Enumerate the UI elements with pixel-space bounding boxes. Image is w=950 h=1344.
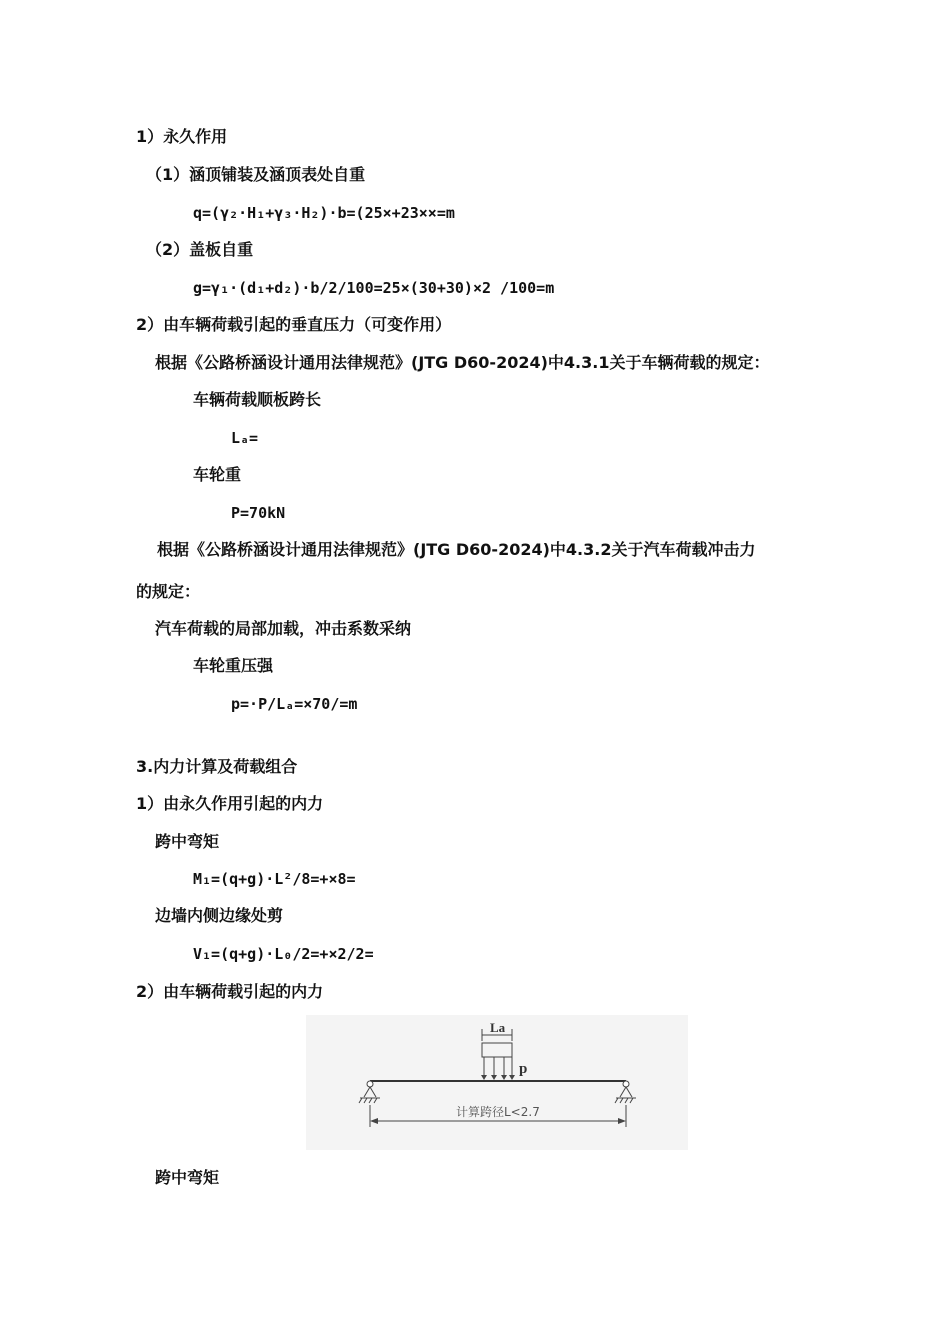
- subsection-cover-plate-weight: （2）盖板自重: [146, 240, 254, 259]
- label-mid-span-moment-2: 跨中弯矩: [155, 1168, 220, 1187]
- span-arrow-left: [370, 1118, 378, 1124]
- span-arrow-right: [618, 1118, 626, 1124]
- left-support-hatch: [359, 1098, 377, 1103]
- left-support-leg-a: [364, 1087, 370, 1097]
- label-span: 计算跨径L<2.7: [456, 1105, 540, 1119]
- formula-q: q=(γ₂·H₁+γ₃·H₂)·b=(25×+23××=m: [193, 204, 455, 222]
- label-wheel-weight: 车轮重: [193, 465, 242, 484]
- formula-g: g=γ₁·(d₁+d₂)·b/2/100=25×(30+30)×2 /100=m: [193, 279, 555, 297]
- right-support-hatch: [615, 1098, 633, 1103]
- subsection-vehicle-internal-force: 2）由车辆荷载引起的内力: [136, 982, 324, 1001]
- formula-m1: M₁=(q+g)·L²/8=+×8=: [193, 870, 356, 888]
- subsection-culvert-paving-weight: （1）涵顶铺装及涵顶表处自重: [146, 165, 366, 184]
- load-arrowhead-4: [509, 1075, 515, 1080]
- paragraph-impact-factor: 汽车荷载的局部加载，冲击系数采纳: [155, 619, 412, 638]
- label-mid-span-moment: 跨中弯矩: [155, 832, 220, 851]
- label-p: p: [519, 1061, 528, 1077]
- formula-v1: V₁=(q+g)·L₀/2=+×2/2=: [193, 945, 374, 963]
- right-support-leg-a: [620, 1087, 626, 1097]
- label-la: La: [490, 1020, 506, 1035]
- section-vehicle-vertical-pressure: 2）由车辆荷载引起的垂直压力（可变作用）: [136, 315, 452, 334]
- load-arrowhead-2: [491, 1075, 497, 1080]
- formula-pressure: p=·P/Lₐ=×70/=m: [231, 695, 358, 713]
- formula-p-wheel: P=70kN: [231, 504, 286, 522]
- right-support-leg-b: [626, 1087, 632, 1097]
- paragraph-impact-spec: 根据《公路桥涵设计通用法律规范》(JTG D60-2024)中4.3.2关于汽车荷载冲击力: [157, 540, 756, 559]
- section-internal-force: 3.内力计算及荷载组合: [136, 757, 298, 776]
- label-wheel-pressure: 车轮重压强: [193, 656, 274, 675]
- section-permanent-action: 1）永久作用: [136, 127, 228, 146]
- label-edge-shear: 边墙内侧边缘处剪: [155, 906, 284, 925]
- load-arrowhead-1: [481, 1075, 487, 1080]
- paragraph-impact-spec-cont: 的规定：: [136, 582, 201, 601]
- subsection-permanent-internal-force: 1）由永久作用引起的内力: [136, 794, 324, 813]
- load-box: [482, 1043, 512, 1057]
- label-vehicle-load-length: 车辆荷载顺板跨长: [193, 390, 322, 409]
- left-support-leg-b: [370, 1087, 376, 1097]
- formula-la: Lₐ=: [231, 429, 259, 447]
- left-support-pin: [367, 1081, 373, 1087]
- right-support-pin: [623, 1081, 629, 1087]
- load-arrowhead-3: [501, 1075, 507, 1080]
- load-diagram-svg: [306, 1015, 688, 1150]
- load-diagram-figure: [306, 1015, 688, 1150]
- paragraph-vehicle-load-spec: 根据《公路桥涵设计通用法律规范》(JTG D60-2024)中4.3.1关于车辆荷载的规定：: [155, 353, 770, 372]
